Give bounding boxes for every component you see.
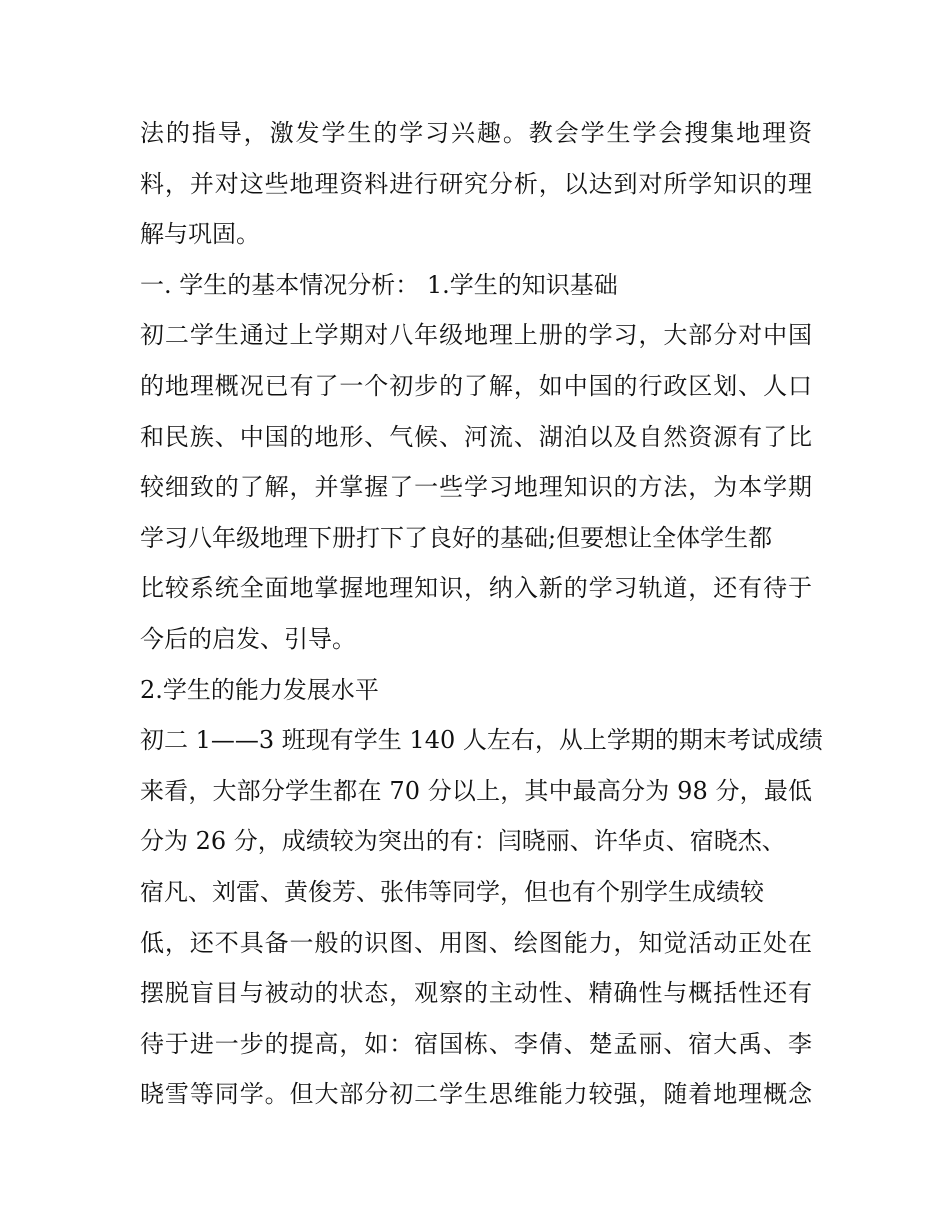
text-line-13: 初二 1——3 班现有学生 140 人左右，从上学期的期末考试成绩	[140, 726, 823, 755]
text-line-15: 分为 26 分，成绩较为突出的有：闫晓丽、许华贞、宿晓杰、	[140, 827, 786, 856]
text-line-14: 来看，大部分学生都在 70 分以上，其中最高分为 98 分，最低	[140, 776, 812, 805]
text-line-18: 摆脱盲目与被动的状态，观察的主动性、精确性与概括性还有	[140, 979, 812, 1008]
text-line-6: 的地理概况已有了一个初步的了解，如中国的行政区划、人口	[140, 371, 812, 400]
text-line-17: 低，还不具备一般的识图、用图、绘图能力，知觉活动正处在	[140, 928, 812, 957]
section-heading-2: 2.学生的能力发展水平	[140, 675, 379, 704]
text-line-5: 初二学生通过上学期对八年级地理上册的学习，大部分对中国	[140, 321, 812, 350]
text-line-11: 今后的启发、引导。	[140, 624, 356, 653]
text-line-3: 解与巩固。	[140, 220, 260, 249]
text-line-9: 学习八年级地理下册打下了良好的基础;但要想让全体学生都	[140, 523, 773, 552]
text-line-20: 晓雪等同学。但大部分初二学生思维能力较强，随着地理概念	[140, 1080, 812, 1109]
text-line-10: 比较系统全面地掌握地理知识，纳入新的学习轨道，还有待于	[140, 574, 812, 603]
body-text	[140, 108, 823, 1120]
text-line-1: 法的指导，激发学生的学习兴趣。教会学生学会搜集地理资	[140, 119, 812, 147]
section-heading-1: 一. 学生的基本情况分析： 1.学生的知识基础	[140, 270, 618, 299]
text-line-16: 宿凡、刘雷、黄俊芳、张伟等同学，但也有个别学生成绩较	[140, 877, 764, 906]
text-line-2: 料，并对这些地理资料进行研究分析，以达到对所学知识的理	[140, 169, 812, 198]
text-line-8: 较细致的了解，并掌握了一些学习地理知识的方法，为本学期	[140, 473, 812, 502]
text-line-7: 和民族、中国的地形、气候、河流、湖泊以及自然资源有了比	[140, 422, 812, 451]
text-line-19: 待于进一步的提高，如：宿国栋、李倩、楚孟丽、宿大禹、李	[140, 1029, 812, 1058]
